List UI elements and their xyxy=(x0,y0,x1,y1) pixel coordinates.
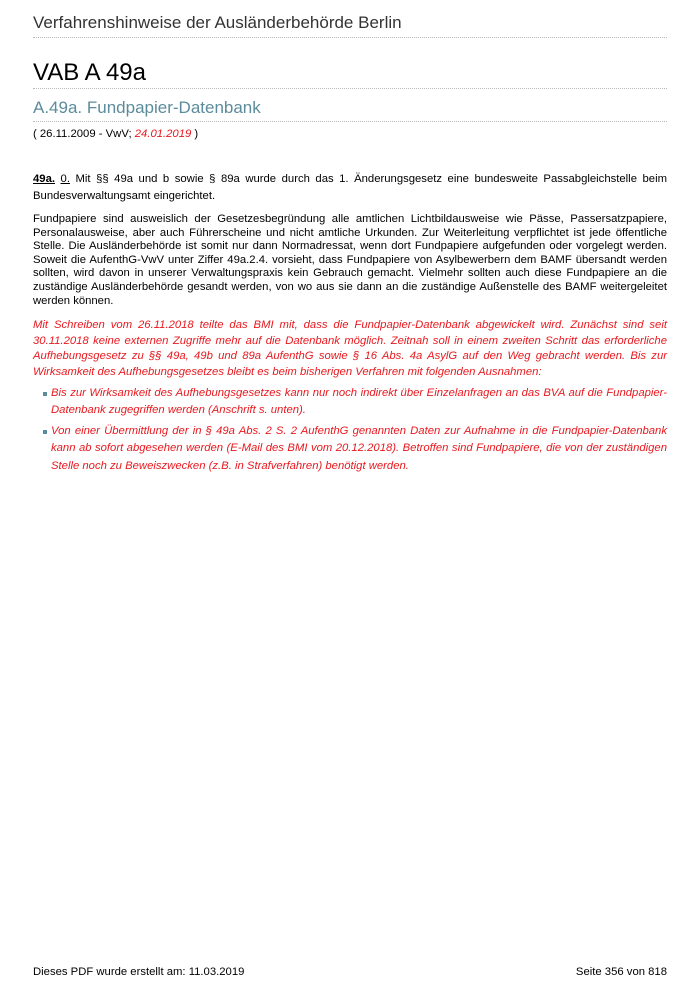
document-body xyxy=(33,171,667,475)
footer-created-date: Dieses PDF wurde erstellt am: 11.03.2019 xyxy=(33,966,245,978)
dateline xyxy=(33,128,667,144)
paragraph-fundpapiere: Fundpapiere sind ausweislich der Gesetzesbegründung alle amtlichen Lichtbildausweise wie Pässe, Passersatzpapiere, Personalausweise, aber auch Führerscheine und nicht amtliche Urkunden. Zur Weiterleitung verpflichtet ist jede öffentliche Stelle. Die Ausländerbehörde ist somit nur dann Normadressat, wenn dort Fundpapiere aufgefunden oder vorgelegt werden. Soweit die AufenthG-VwV unter Ziffer 49a.2.4. vorsieht, dass Fundpapiere von Asylbewerbern dem BAMF übersandt werden sollten, wird davon in unserer Verwaltungspraxis kein Gebrauch gemacht. Vielmehr sollten auch diese Fundpapiere an die zuständige Ausländerbehörde gesandt werden, von wo aus sie dann an die zuständige Außenstelle des BAMF weitergeleitet werden können. xyxy=(33,213,667,307)
footer-page-number: Seite 356 von 818 xyxy=(575,966,667,978)
subsection-number: 0. xyxy=(60,173,70,185)
paragraph-intro xyxy=(33,171,667,205)
bullet-icon xyxy=(43,392,47,396)
list-item xyxy=(43,385,667,420)
list-item-text: Von einer Übermittlung der in § 49a Abs. 2 S. 2 AufenthG genannten Daten zur Aufnahme in die Fundpapier-Datenbank kann ab sofort abgesehen werden (E-Mail des BMI vom 20.12.2018). Betroffen sind Fundpapiere, die von der zuständigen Stelle noch zu Beweiszwecken (z.B. in Strafverfahren) benötigt werden. xyxy=(51,424,667,472)
paragraph-red-notice: Mit Schreiben vom 26.11.2018 teilte das BMI mit, dass die Fundpapier-Datenbank abgewickelt wird. Zunächst sind seit 30.11.2018 keine externen Zugriffe mehr auf die Datenbank möglich. Zeitnah soll in einem zweiten Schritt das erforderliche Aufhebungsgesetz zu §§ 49a, 49b und 89a AufenthG sowie § 16 Abs. 4a AsylG auf den Weg gebracht werden. Bis zur Wirksamkeit des Aufhebungsgesetzes bleibt es beim bisherigen Verfahren mit folgenden Ausnahmen: xyxy=(33,319,667,378)
dateline-red-date: 24.01.2019 xyxy=(134,128,192,140)
bullet-icon xyxy=(43,430,47,434)
list-item xyxy=(43,423,667,476)
document-page xyxy=(33,0,667,478)
page-title: VAB A 49a xyxy=(33,59,667,89)
section-subtitle: A.49a. Fundpapier-Datenbank xyxy=(33,98,667,122)
paragraph-intro-text: Mit §§ 49a und b sowie § 89a wurde durch das 1. Änderungsgesetz eine bundesweite Passabgleichstelle beim Bundesverwaltungsamt eingerichtet. xyxy=(33,173,667,202)
document-header: Verfahrenshinweise der Ausländerbehörde Berlin xyxy=(33,0,667,38)
page-footer xyxy=(33,966,667,978)
list-item-text: Bis zur Wirksamkeit des Aufhebungsgesetzes kann nur noch indirekt über Einzelanfragen an das BVA auf die Fundpapier-Datenbank zugegriffen werden (Anschrift s. unten). xyxy=(51,386,667,417)
dateline-close: ) xyxy=(191,128,199,140)
dateline-open: ( 26.11.2009 - VwV; xyxy=(33,128,135,140)
section-number: 49a. xyxy=(33,173,55,185)
exception-list xyxy=(33,385,667,476)
